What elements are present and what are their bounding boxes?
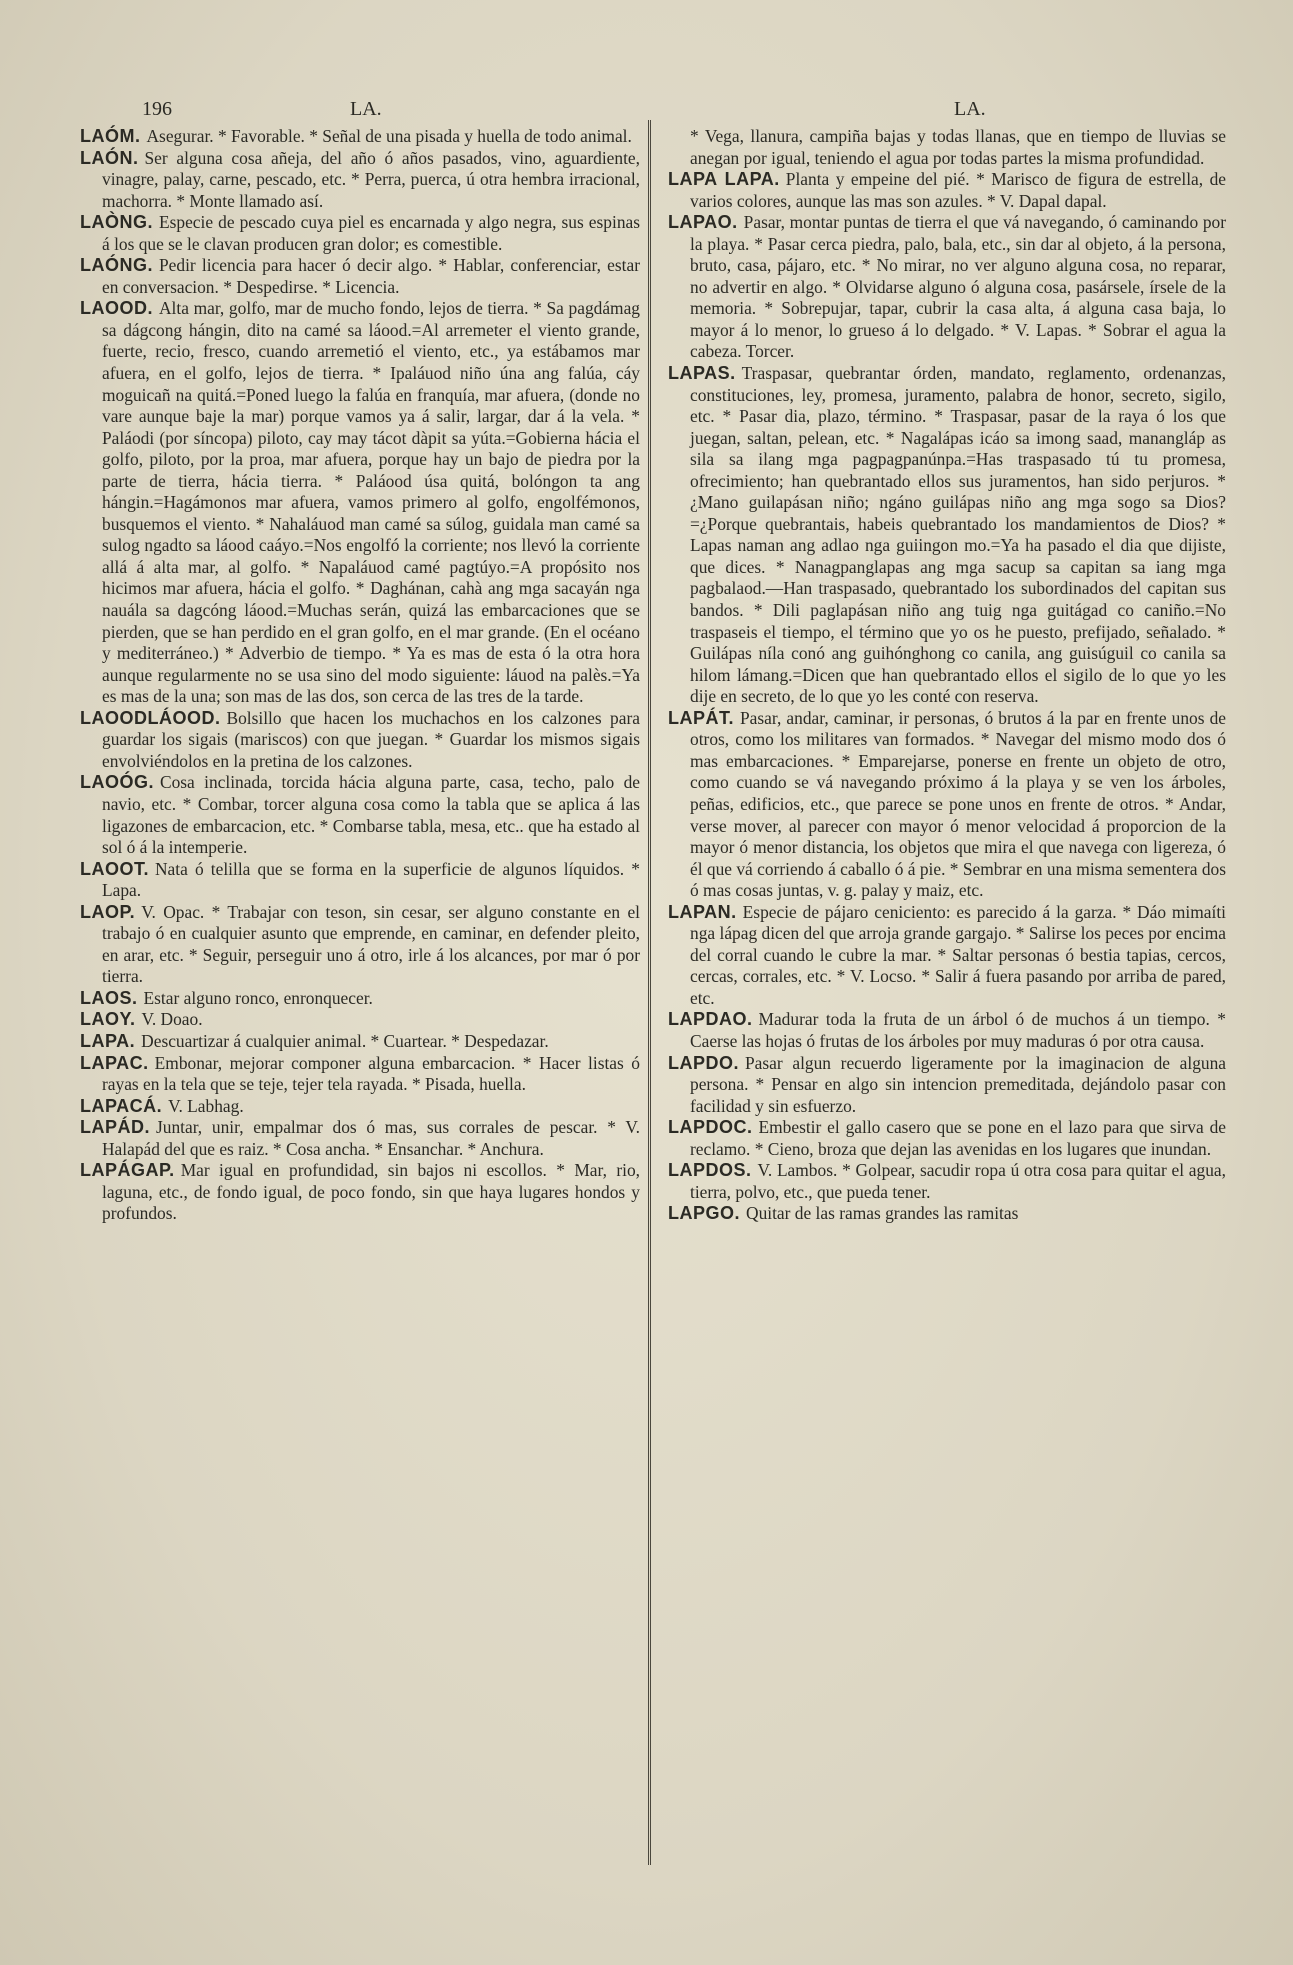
definition: Estar alguno ronco, enronquecer. xyxy=(143,987,373,1008)
definition: Embestir el gallo casero que se pone en el lazo para que sirva de reclamo. * Cieno, broza que dejan las avenidas en los lugares que inundan. xyxy=(690,1117,1226,1159)
dictionary-entry xyxy=(80,988,640,1010)
dictionary-entry xyxy=(80,708,640,773)
page-header xyxy=(0,98,1293,128)
dictionary-entry xyxy=(80,126,640,148)
definition: V. Opac. * Trabajar con teson, sin cesar, ser alguno constante en el trabajo ó en cualquier asunto que emprende, en caminar, en defender pleito, en arar, etc. * Seguir, perseguir uno á otro, irle á los alcances, por mar ó por tierra. xyxy=(102,901,640,987)
definition: Juntar, unir, empalmar dos ó mas, sus corrales de pescar. * V. Halapád del que es raiz. * Cosa ancha. * Ensanchar. * Anchura. xyxy=(102,1117,640,1159)
headword: LAOOD. xyxy=(80,298,153,319)
headword: LAOODLÁOOD. xyxy=(80,707,221,728)
left-column xyxy=(80,126,640,1225)
headword: LAPDOS. xyxy=(668,1160,752,1181)
definition: Pasar, andar, caminar, ir personas, ó brutos á la par en frente unos de otros, como los militares van formados. * Navegar del mismo modo dos ó mas embarcaciones. * Emparejarse, ponerse en frente un objeto de otro, como cuando se vá navegando próximo á la playa y se ven los árboles, peñas, edificios, etc., que parece se pone unos en frente de otros. * Andar, verse mover, al parecer con mayor ó menor velocidad á proporcion de la mayor ó menor distancia, los objetos que mira el que navega con ligereza, ó él que vá corriendo á caballo ó á pie. * Sembrar en una misma sementera dos ó mas cosas juntas, v. g. palay y maiz, etc. xyxy=(690,707,1227,901)
dictionary-entry xyxy=(80,212,640,255)
dictionary-entry xyxy=(668,708,1226,902)
headword: LAÓNG. xyxy=(80,255,153,276)
headword: LAÓN. xyxy=(80,147,139,168)
dictionary-entry xyxy=(80,902,640,988)
headword: LAPDOC. xyxy=(668,1117,753,1138)
dictionary-entry xyxy=(80,772,640,858)
headword: LAÓM. xyxy=(80,126,141,146)
definition: Alta mar, golfo, mar de mucho fondo, lejos de tierra. * Sa pagdámag sa dágcong hángin, dito na camé sa láood.=Al arremeter el viento grande, fuerte, recio, fresco, cuando arremetió el viento, etc., ya estábamos mar afuera, en el golfo, lejos de tierra. * Ipaláuod niño úna ang falúa, cáy moguicañ na quitá.=Poned luego la falúa en franquía, mar afuera, (donde no vare aunque baje la mar) porque vamos ya á salir, largar, dar á la vela. * Paláodi (por síncopa) piloto, cay may tácot dàpit sa yúta.=Gobierna hácia el golfo, piloto, por la proa, mar afuera, porque hay un bajo de piedra por la parte de tierra, hácia tierra. * Paláood úsa quitá, bolóngon ta ang hángin.=Hagámonos mar afuera, vamos primero al golfo, engolfémonos, busquemos el viento. * Nahaláuod man camé sa súlog, guidala man camé sa sulog ngadto sa láood caáyo.=Nos engolfó la corriente; nos llevó la corriente allá á alta mar, al golfo. * Napaláuod camé pagtúyo.=A propósito nos hicimos mar afuera, hácia el golfo. * Daghánan, cahà ang mga sacayán nga nauála sa dagcóng láood.=Muchas serán, quizá las embarcaciones que se pierden, que se han perdido en el gran golfo, en el mar grande. (En el océano y mediterráneo.) * Adverbio de tiempo. * Ya es mas de esta ó la otra hora aunque regularmente no se usa sino del modo siguiente: láuod na palès.=Ya es mas de la una; son mas de las dos, son cerca de las tres de la tarde. xyxy=(102,298,640,707)
definition: V. Lambos. * Golpear, sacudir ropa ú otra cosa para quitar el agua, tierra, polvo, etc., que pueda tener. xyxy=(690,1160,1226,1202)
dictionary-entry xyxy=(80,859,640,902)
definition: Mar igual en profundidad, sin bajos ni escollos. * Mar, rio, laguna, etc., de fondo igual, de poco fondo, sin que haya lugares hondos y profundos. xyxy=(102,1160,640,1224)
headword: LAOOT. xyxy=(80,858,149,879)
definition: Cosa inclinada, torcida hácia alguna parte, casa, techo, palo de navio, etc. * Combar, torcer alguna cosa como la tabla que se aplica á las ligazones de embarcacion, etc. * Combarse tabla, mesa, etc.. que ha estado al sol ó á la intemperie. xyxy=(102,772,640,858)
definition: Embonar, mejorar componer alguna embarcacion. * Hacer listas ó rayas en la tela que se teje, tejer tela rayada. * Pisada, huella. xyxy=(102,1052,640,1095)
right-running-title: LA. xyxy=(954,98,986,120)
headword: LAPGO. xyxy=(668,1203,741,1224)
headword: LAPÁD. xyxy=(80,1117,150,1138)
headword: LAPDO. xyxy=(668,1052,740,1073)
dictionary-entry xyxy=(80,298,640,707)
column-divider xyxy=(648,120,652,1865)
dictionary-entry-continuation xyxy=(668,126,1226,169)
definition: * Vega, llanura, campiña bajas y todas llanas, que en tiempo de lluvias se anegan por igual, teniendo el agua por todas partes la misma profundidad. xyxy=(690,126,1226,168)
definition: Madurar toda la fruta de un árbol ó de muchos á un tiempo. * Caerse las hojas ó frutas de los árboles por muy maduras ó por otra causa. xyxy=(690,1009,1226,1051)
headword: LAOÓG. xyxy=(80,772,154,793)
definition: Traspasar, quebrantar órden, mandato, reglamento, ordenanzas, constituciones, ley, promesa, juramento, palabra de honor, secreto, sigilo, etc. * Pasar dia, plazo, término. * Traspasar, pasar de la raya ó los que juegan, saltan, pelean, etc. * Nagalápas icáo sa imong saad, manangláp as sila sa ilang mga pagpagpanúnpa.=Has traspasado tú tu promesa, ofrecimiento; han quebrantado ellos sus juramentos, han sido perjuros. * ¿Mano guilapásan niño; ngáno guilápas niño ang mga sogo sa Dios?=¿Porque quebrantais, habeis quebrantado los mandamientos de Dios? * Lapas naman ang adlao nga guiingon mo.=Ya ha pasado el dia que dijiste, que dices. * Nanagpanglapas ang mga sacup sa capitan sa iang mga pagbalaod.—Han traspasado, quebrantado los subordinados del capitan sus bandos. * Dili paglapásan niño ang tuig nga guitágad co caniño.=No traspaseis el tiempo, el término que yo os he puesto, prefijado, señalado. * Guilápas níla conó ang guihónghong co canila, ang guisúguil co canila sa hilom lámang.=Dicen que han quebrantado ellos el sigilo de lo que yo les dije en secreto, de lo que yo les conté con reserva. xyxy=(690,363,1226,707)
dictionary-entry xyxy=(80,1160,640,1225)
headword: LAPÁT. xyxy=(668,707,734,728)
right-column xyxy=(668,126,1226,1225)
dictionary-entry xyxy=(80,1031,640,1053)
dictionary-entry xyxy=(668,1053,1226,1118)
headword: LAPAO. xyxy=(668,212,738,233)
definition: Especie de pájaro ceniciento: es parecido á la garza. * Dáo mimaíti nga lápag dicen del que arroja grande gargajo. * Salirse los peces por encima del corral cuando le cubre la mar. * Saltar personas ó bestia tapias, cercos, cercas, corrales, etc. * V. Locso. * Salir á fuera pasando por arriba de pared, etc. xyxy=(690,901,1226,1008)
definition: Ser alguna cosa añeja, del año ó años pasados, vino, aguardiente, vinagre, palay, carne, pescado, etc. * Perra, puerca, ú otra hembra irracional, machorra. * Monte llamado así. xyxy=(102,147,640,211)
headword: LAÒNG. xyxy=(80,212,153,233)
headword: LAOP. xyxy=(80,901,136,922)
definition: Descuartizar á cualquier animal. * Cuartear. * Despedazar. xyxy=(141,1030,549,1051)
headword: LAPAN. xyxy=(668,901,737,922)
definition: Pedir licencia para hacer ó decir algo. * Hablar, conferenciar, estar en conversacion. * Despedirse. * Licencia. xyxy=(102,255,640,297)
headword: LAOY. xyxy=(80,1009,136,1030)
headword: LAPA LAPA. xyxy=(668,169,780,190)
definition: Pasar, montar puntas de tierra el que vá navegando, ó caminando por la playa. * Pasar cerca piedra, palo, bala, etc., sin dar al objeto, á la persona, bruto, casa, pájaro, etc. * No mirar, no ver alguno alguna cosa, no reparar, no advertir en algo. * Olvidarse alguno ó alguna cosa, pasársele, írsele de la memoria. * Sobrepujar, tapar, cubrir la casa alta, á alguna casa baja, lo mayor á lo menor, lo grueso á lo delgado. * V. Lapas. * Sobrar el agua la cabeza. Torcer. xyxy=(690,212,1226,362)
definition: Planta y empeine del pié. * Marisco de figura de estrella, de varios colores, aunque las mas son azules. * V. Dapal dapal. xyxy=(690,169,1226,211)
dictionary-entry xyxy=(80,1053,640,1096)
headword: LAPDAO. xyxy=(668,1009,753,1030)
definition: Bolsillo que hacen los muchachos en los calzones para guardar los sigais (mariscos) con que juegan. * Guardar los mismos sigais envolviéndolos en la pretina de los calzones. xyxy=(102,707,640,771)
dictionary-entry xyxy=(668,1009,1226,1052)
dictionary-entry xyxy=(668,169,1226,212)
headword: LAPAC. xyxy=(80,1052,149,1073)
dictionary-entry xyxy=(668,212,1226,363)
definition: Quitar de las ramas grandes las ramitas xyxy=(746,1203,1019,1224)
page-number: 196 xyxy=(142,98,172,120)
dictionary-entry xyxy=(668,363,1226,708)
headword: LAPACÁ. xyxy=(80,1095,163,1116)
dictionary-entry xyxy=(668,1160,1226,1203)
dictionary-entry xyxy=(668,1203,1226,1225)
left-running-title: LA. xyxy=(350,98,382,120)
headword: LAPÁGAP. xyxy=(80,1160,175,1181)
definition: V. Labhag. xyxy=(168,1095,244,1116)
dictionary-entry xyxy=(80,255,640,298)
definition: Especie de pescado cuya piel es encarnada y algo negra, sus espinas á los que se le clavan producen gran dolor; es comestible. xyxy=(102,212,640,254)
dictionary-entry xyxy=(80,1096,640,1118)
dictionary-entry xyxy=(668,1117,1226,1160)
headword: LAPAS. xyxy=(668,363,736,384)
definition: Pasar algun recuerdo ligeramente por la imaginacion de alguna persona. * Pensar en algo sin intencion premeditada, dejándolo pasar con facilidad y sin esfuerzo. xyxy=(690,1052,1226,1116)
headword: LAOS. xyxy=(80,987,138,1008)
dictionary-entry xyxy=(80,1009,640,1031)
headword: LAPA. xyxy=(80,1030,136,1051)
dictionary-entry xyxy=(80,148,640,213)
definition: Nata ó telilla que se forma en la superficie de algunos líquidos. * Lapa. xyxy=(102,858,640,901)
dictionary-entry xyxy=(80,1117,640,1160)
dictionary-entry xyxy=(668,902,1226,1010)
definition: V. Doao. xyxy=(141,1009,203,1030)
definition: Asegurar. * Favorable. * Señal de una pisada y huella de todo animal. xyxy=(146,126,632,146)
